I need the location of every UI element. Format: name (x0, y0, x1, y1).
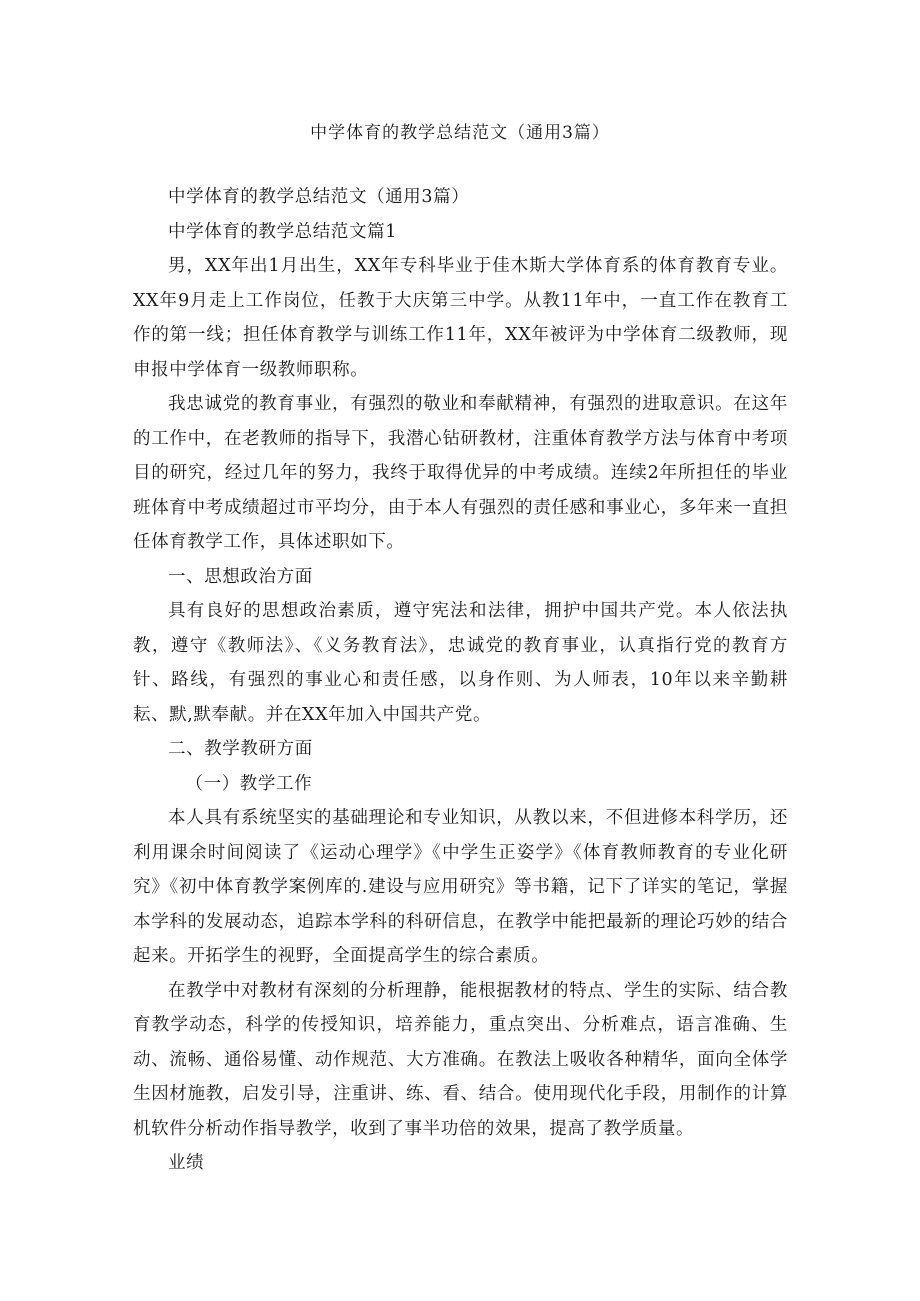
paragraph: 我忠诚党的教育事业，有强烈的敬业和奉献精神，有强烈的进取意识。在这年的工作中，在老教师的指导下，我潜心钻研教材，注重体育教学方法与体育中考项目的研究，经过几年的努力，我终于取得优异的中考成绩。连续2年所担任的毕业班体育中考成绩超过市平均分，由于本人有强烈的责任感和事业心，多年来一直担任体育教学工作，具体述职如下。 (133, 394, 788, 552)
document-body (133, 180, 788, 1181)
paragraph-article-title: 中学体育的教学总结范文篇1 (168, 221, 397, 242)
paragraph: 本人具有系统坚实的基础理论和专业知识，从教以来，不但进修本科学历，还利用课余时间阅读了《运动心理学》《中学生正姿学》《体育教师教育的专业化研究》《初中体育教学案例库的.建设与应用研究》等书籍，记下了详实的笔记，掌握本学科的发展动态，追踪本学科的科研信息，在教学中能把最新的理论巧妙的结合起来。开拓学生的视野，全面提高学生的综合素质。 (133, 808, 788, 966)
paragraph: 男，XX年出1月出生，XX年专科毕业于佳木斯大学体育系的体育教育专业。XX年9月走上工作岗位，任教于大庆第三中学。从教11年中，一直工作在教育工作的第一线；担任体育教学与训练工作11年，XX年被评为中学体育二级教师，现申报中学体育一级教师职称。 (133, 256, 788, 380)
paragraph: 具有良好的思想政治素质，遵守宪法和法律，拥护中国共产党。本人依法执教，遵守《教师法》、《义务教育法》，忠诚党的教育事业，认真指行党的教育方针、路线，有强烈的事业心和责任感，以身作则、为人师表，10年以来辛勤耕耘、默,默奉献。并在XX年加入中国共产党。 (133, 601, 788, 725)
section-heading: 二、教学教研方面 (168, 739, 313, 759)
section-heading: 业绩 (168, 1153, 205, 1173)
section-heading: 一、思想政治方面 (168, 566, 313, 587)
subsection-heading: （一）教学工作 (185, 773, 313, 794)
document-title: 中学体育的教学总结范文（通用3篇） (310, 123, 610, 143)
paragraph-heading: 中学体育的教学总结范文（通用3篇） (168, 187, 470, 207)
paragraph: 在教学中对教材有深刻的分析理静，能根据教材的特点、学生的实际、结合教育教学动态，科学的传授知识，培养能力，重点突出、分析难点，语言准确、生动、流畅、通俗易懂、动作规范、大方准确。在教法上吸收各种精华，面向全体学生因材施教，启发引导，注重讲、练、看、结合。使用现代化手段，用制作的计算机软件分析动作指导教学，收到了事半功倍的效果，提高了教学质量。 (133, 980, 788, 1139)
